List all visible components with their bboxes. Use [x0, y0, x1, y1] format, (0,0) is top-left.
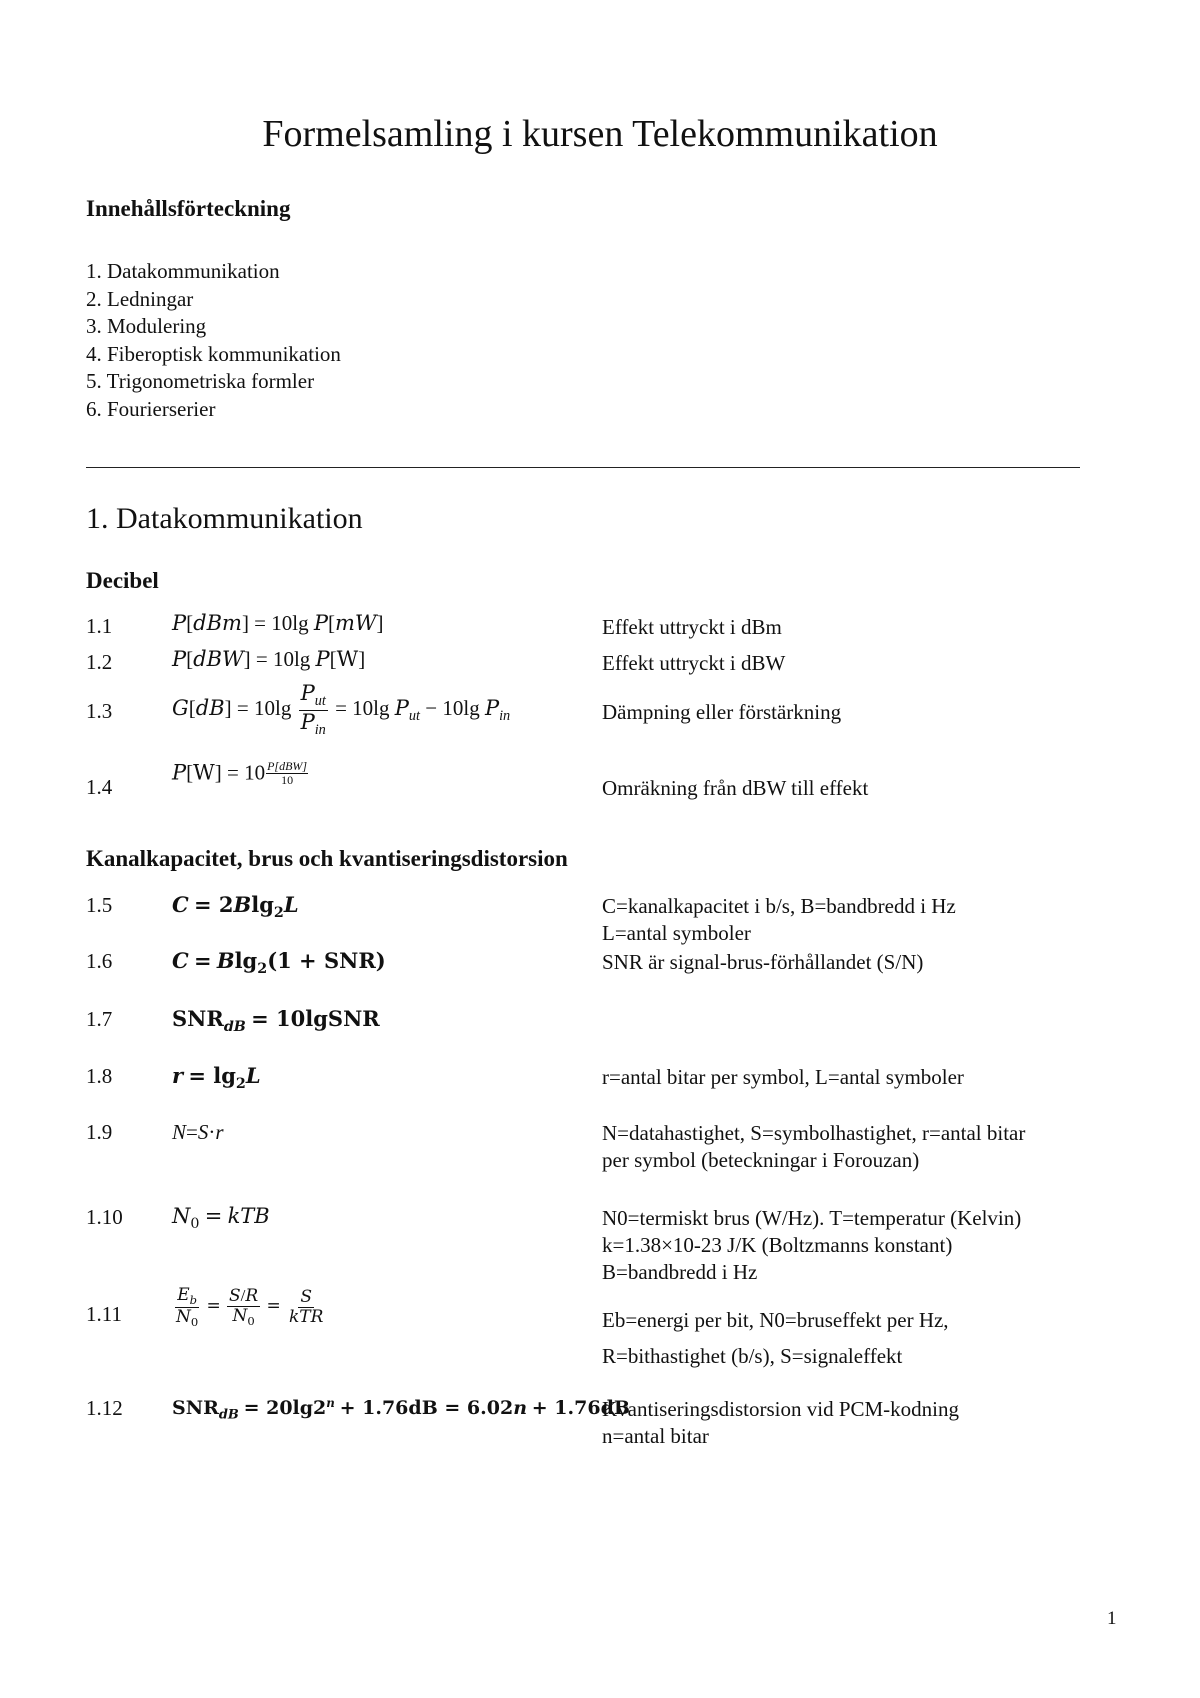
formula-number: 1.1 — [86, 614, 113, 638]
formula-number: 1.5 — [86, 893, 113, 917]
formula-1-8: $r = \lg_2L$ — [172, 1063, 261, 1092]
formula-1-9: N=S·r — [172, 1120, 224, 1144]
formula-number: 1.9 — [86, 1120, 113, 1144]
formula-description: Effekt uttryckt i dBW — [602, 651, 786, 675]
formula-number: 1.7 — [86, 1007, 113, 1031]
formula-description: Kvantiseringsdistorsion vid PCM-kodning n=antal bitar — [602, 1397, 960, 1448]
formula-1-11: $\frac{E_b}{N_0}$ = $\frac{S/R}{N_0}$ = S kTR — [176, 1285, 324, 1329]
table-of-contents — [86, 258, 341, 424]
formula-description: C=kanalkapacitet i b/s, B=bandbredd i Hz L=antal symboler — [602, 894, 956, 945]
formula-description: SNR är signal-brus-förhållandet (S/N) — [602, 950, 924, 974]
formula-number: 1.11 — [86, 1302, 122, 1326]
formula-description: Effekt uttryckt i dBm — [602, 615, 782, 639]
toc-item[interactable]: 1. Datakommunikation — [86, 259, 280, 283]
formula-description: Dämpning eller förstärkning — [602, 700, 842, 724]
toc-heading: Innehållsförteckning — [86, 196, 291, 221]
formula-description: Omräkning från dBW till effekt — [602, 776, 869, 800]
subheading-decibel: Decibel — [86, 568, 159, 593]
formula-number: 1.3 — [86, 699, 113, 723]
toc-item[interactable]: 2. Ledningar — [86, 286, 194, 311]
formula-1-5: C = 2Blg$_2$L — [172, 892, 299, 921]
formula-1-10: $N_0$ = kTB — [172, 1204, 270, 1232]
formula-number: 1.10 — [86, 1205, 123, 1229]
formula-description: N0=termiskt brus (W/Hz). T=temperatur (Kelvin) k=1.38×10-23 J/K (Boltzmanns konstant) B=bandbredd i Hz — [602, 1206, 1022, 1284]
formula-description: N=datahastighet, S=symbolhastighet, r=antal bitar per symbol (beteckningar i Forouzan) — [602, 1121, 1026, 1172]
toc-item[interactable]: 6. Fourierserier — [86, 396, 216, 421]
formula-number: 1.2 — [86, 650, 113, 674]
formula-1-4: P[W] = 10 P[dBW] 10 — [172, 759, 308, 788]
formula-1-3: G[dB] = 10lg $P_{ut}$ $P_{in}$ = 10lg $P_{ut} - 10\lg$ $P_{in}$ — [172, 681, 511, 738]
subheading-kanalkapacitet: Kanalkapacitet, brus och kvantiseringsdistorsion — [86, 846, 568, 871]
horizontal-divider — [86, 467, 1080, 468]
formula-1-6: C = Blg$_2$(1 + SNR) — [172, 948, 386, 977]
document-title: Formelsamling i kursen Telekommunikation — [262, 113, 938, 155]
toc-item[interactable]: 4. Fiberoptisk kommunikation — [86, 341, 341, 366]
formula-number: 1.4 — [86, 775, 113, 799]
formula-number: 1.6 — [86, 949, 113, 973]
toc-item[interactable]: 5. Trigonometriska formler — [86, 369, 315, 394]
formula-1-2: P[dBW] = 10lg P[W] — [172, 647, 366, 671]
toc-item[interactable]: 3. Modulering — [86, 314, 207, 339]
formula-1-7: $SNR_{dB}$ = 10lgSNR — [172, 1006, 380, 1035]
formula-number: 1.8 — [86, 1064, 113, 1088]
formula-description: Eb=energi per bit, N0=bruseffekt per Hz, R=bithastighet (b/s), S=signaleffekt — [602, 1308, 949, 1368]
section-title: 1. Datakommunikation — [86, 502, 363, 535]
page-number: 1 — [1107, 1608, 1117, 1629]
formula-1-12: $SNR_{dB} = 20\lg 2^n + 1.76dB = 6.02n + 1.76dB$ — [172, 1396, 630, 1423]
formula-1-1: P[dBm] = 10lg P[mW] — [172, 611, 384, 635]
formula-description: r=antal bitar per symbol, L=antal symboler — [602, 1065, 964, 1089]
formula-number: 1.12 — [86, 1396, 123, 1420]
